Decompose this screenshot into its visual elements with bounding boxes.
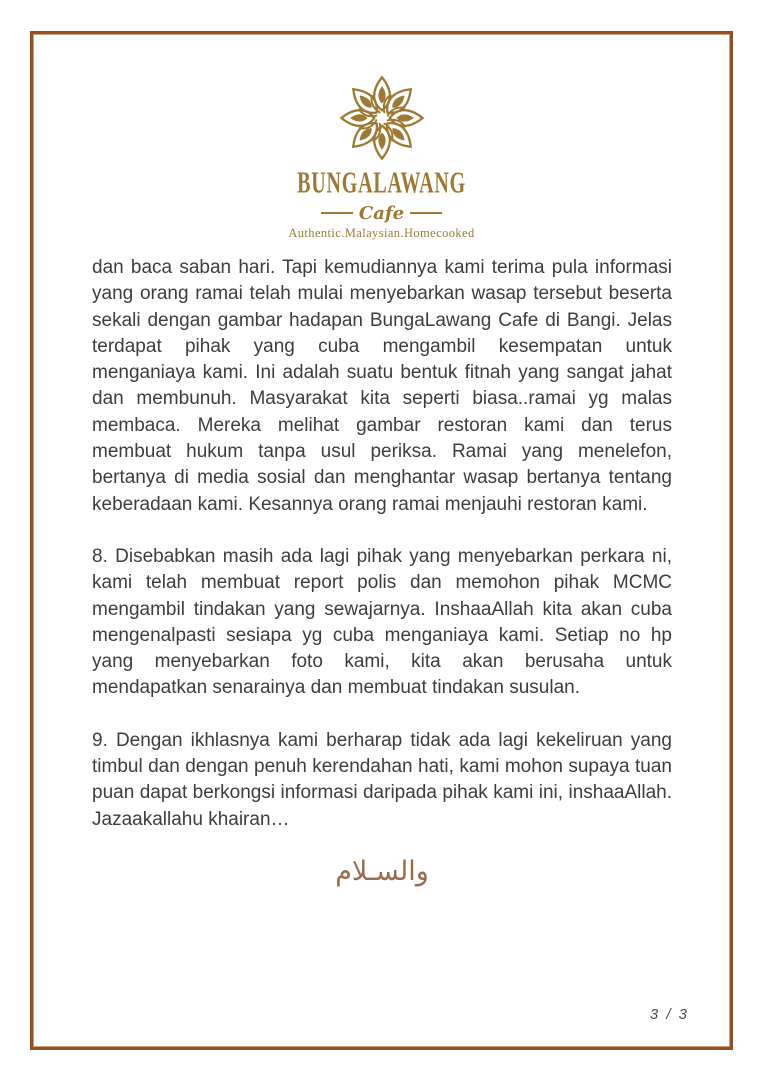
logo-brand-text: BUNGALAWANG [297, 166, 466, 200]
logo-script-text: Cafe [358, 202, 405, 224]
logo-script-row [0, 203, 763, 223]
closing-salutation-arabic: والسـلام [335, 855, 429, 887]
letter-body [92, 255, 672, 885]
page-number: 3 / 3 [649, 1006, 689, 1023]
left-rule-line [321, 212, 353, 214]
paragraph-7-continued: dan baca saban hari. Tapi kemudiannya kami terima pula informasi yang orang ramai telah mulai menyebarkan wasap tersebut beserta sekali dengan gambar hadapan BungaLawang Cafe di Bangi. Jelas terdapat pihak yang cuba mengambil kesempatan untuk menganiaya kami. Ini adalah suatu bentuk fitnah yang sangat jahat dan membunuh. Masyarakat kita seperti biasa..ramai yg malas membaca. Mereka melihat gambar restoran kami dan terus membuat hukum tanpa usul periksa. Ramai yang menelefon, bertanya di media sosial dan menghantar wasap bertanya tentang keberadaan kami. Kesannya orang ramai menjauhi restoran kami. [92, 257, 672, 515]
logo-block [0, 0, 763, 241]
right-rule-line [410, 212, 442, 214]
logo-brand [0, 166, 763, 200]
paragraph-8: 8. Disebabkan masih ada lagi pihak yang menyebarkan perkara ni, kami telah membuat report polis dan memohon pihak MCMC mengambil tindakan yang sewajarnya. InshaaAllah kita akan cuba mengenalpasti sesiapa yg cuba menganiaya kami. Setiap no hp yang menyebarkan foto kami, kita akan berusaha untuk mendapatkan senarainya dan membuat tindakan susulan. [92, 545, 672, 699]
paragraph-9: 9. Dengan ikhlasnya kami berharap tidak ada lagi kekeliruan yang timbul dan dengan penuh kerendahan hati, kami mohon supaya tuan puan dapat berkongsi informasi daripada pihak kami ini, inshaaAllah. Jazaakallahu khairan… [92, 729, 672, 830]
star-anise-icon [328, 72, 436, 164]
logo-tagline: Authentic.Malaysian.Homecooked [288, 226, 475, 240]
